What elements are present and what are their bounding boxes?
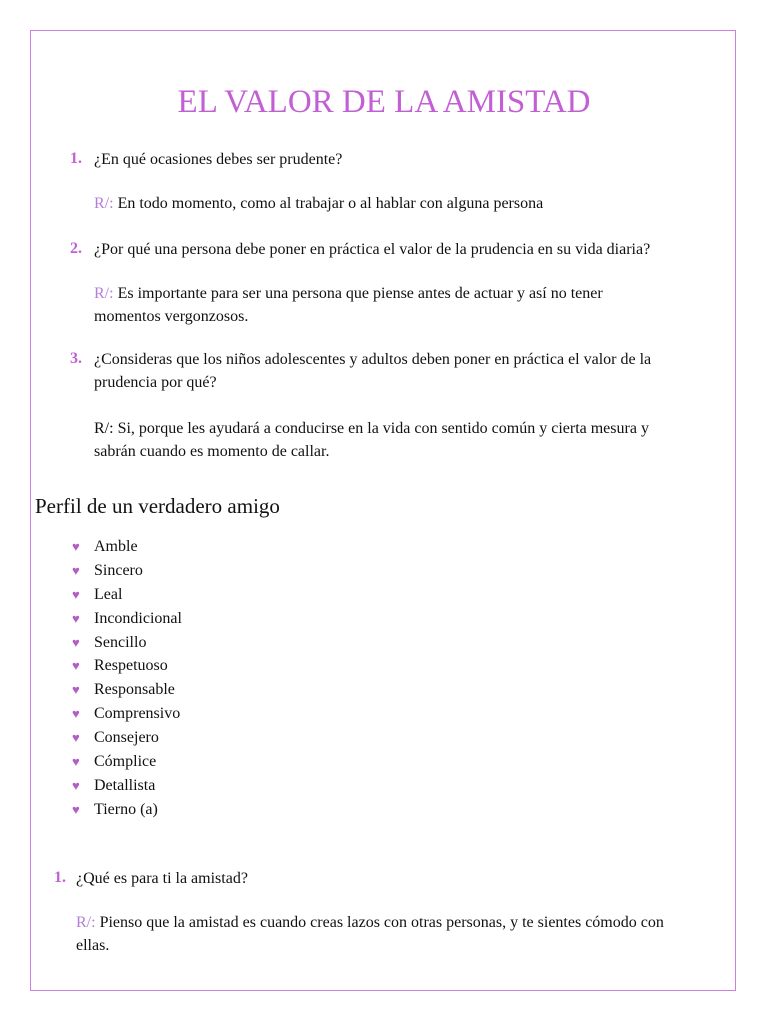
list-item <box>72 654 182 678</box>
answer-text-line1: Pienso que la amistad es cuando creas lazos con otras personas, y te sientes cómodo con <box>99 914 664 931</box>
traits-list <box>72 535 182 822</box>
heart-icon: ♥ <box>72 634 80 650</box>
page-title: EL VALOR DE LA AMISTAD <box>177 84 591 120</box>
question-1-number: 1. <box>70 150 82 167</box>
list-item <box>72 774 182 798</box>
answer-text-line1: Es importante para ser una persona que piense antes de actuar y así no tener <box>117 285 603 302</box>
heart-icon: ♥ <box>72 754 80 770</box>
heart-icon: ♥ <box>72 658 80 674</box>
list-item <box>72 535 182 559</box>
question-2-number: 2. <box>70 240 82 257</box>
trait-label: Respetuoso <box>94 657 168 675</box>
list-item <box>72 678 182 702</box>
list-item <box>72 726 182 750</box>
final-question-text: ¿Qué es para ti la amistad? <box>76 870 248 887</box>
question-3-line2: prudencia por qué? <box>94 374 217 391</box>
heart-icon: ♥ <box>72 730 80 746</box>
trait-label: Leal <box>94 585 123 603</box>
list-item <box>72 559 182 583</box>
answer-3-line2: sabrán cuando es momento de callar. <box>94 443 330 460</box>
trait-label: Amble <box>94 538 138 555</box>
trait-label: Cómplice <box>94 753 157 771</box>
list-item <box>72 750 182 774</box>
answer-text: En todo momento, como al trabajar o al hablar con alguna persona <box>117 195 544 212</box>
trait-label: Detallista <box>94 776 156 794</box>
heart-icon: ♥ <box>72 706 80 722</box>
question-2-text: ¿Por qué una persona debe poner en práctica el valor de la prudencia en su vida diaria? <box>94 241 651 258</box>
list-item <box>72 798 182 822</box>
trait-label: Consejero <box>94 729 159 747</box>
final-question-number: 1. <box>54 869 66 886</box>
list-item <box>72 631 182 655</box>
question-2-answer <box>94 282 724 328</box>
trait-label: Tierno (a) <box>94 800 158 818</box>
answer-text-line2: momentos vergonzosos. <box>94 308 249 325</box>
list-item <box>72 583 182 607</box>
trait-label: Responsable <box>94 681 175 699</box>
answer-prefix: R/: <box>94 285 114 302</box>
heart-icon: ♥ <box>72 539 80 554</box>
heart-icon: ♥ <box>72 610 80 626</box>
question-1-answer <box>94 192 543 215</box>
question-3-number: 3. <box>70 350 82 367</box>
answer-prefix: R/: <box>76 914 96 931</box>
heart-icon: ♥ <box>72 777 80 793</box>
answer-text-line2: ellas. <box>76 937 110 954</box>
heart-icon: ♥ <box>72 682 80 698</box>
question-1-text: ¿En qué ocasiones debes ser prudente? <box>94 151 343 168</box>
answer-3-line1: R/: Si, porque les ayudará a conducirse en la vida con sentido común y cierta mesura y <box>94 420 649 437</box>
trait-label: Incondicional <box>94 609 182 627</box>
profile-heading: Perfil de un verdadero amigo <box>35 494 280 518</box>
heart-icon: ♥ <box>72 801 80 817</box>
list-item <box>72 702 182 726</box>
question-3-text <box>94 348 724 394</box>
trait-label: Sencillo <box>94 633 147 651</box>
trait-label: Comprensivo <box>94 705 181 723</box>
final-question-answer <box>76 911 726 957</box>
question-3-line1: ¿Consideras que los niños adolescentes y adultos deben poner en práctica el valor de la <box>94 351 652 368</box>
trait-label: Sincero <box>94 561 143 579</box>
question-3-answer <box>94 417 724 463</box>
answer-prefix: R/: <box>94 195 114 212</box>
heart-icon: ♥ <box>72 562 80 578</box>
heart-icon: ♥ <box>72 586 80 602</box>
list-item <box>72 607 182 631</box>
